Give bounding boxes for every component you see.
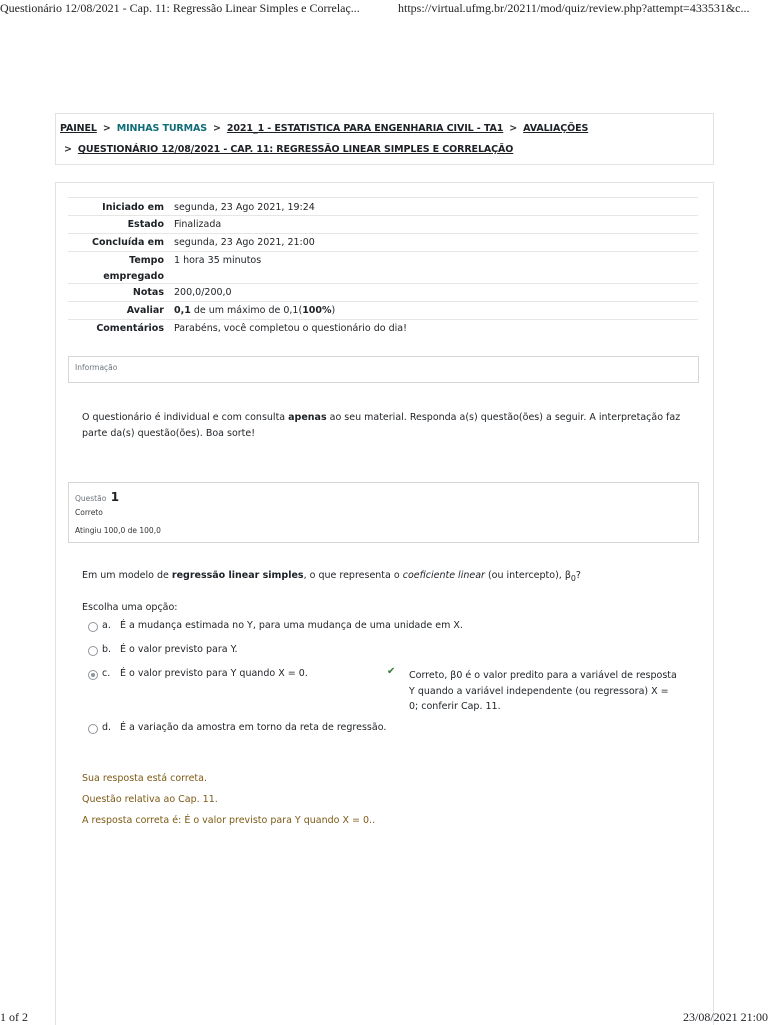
intro-text-part: O questionário é individual e com consulta (82, 412, 289, 423)
question-grade: Atingiu 100,0 de 100,0 (75, 526, 161, 535)
grade-percent: 100% (302, 305, 332, 316)
breadcrumb-separator: > (509, 123, 518, 134)
summary-label: Iniciado em (102, 202, 164, 213)
summary-label: Tempo empregado (103, 255, 164, 282)
intro-text-bold: apenas (288, 412, 327, 423)
information-label: Informação (75, 363, 118, 372)
summary-row-time-taken (68, 251, 698, 284)
summary-label: Comentários (96, 323, 164, 334)
summary-value: segunda, 23 Ago 2021, 19:24 (174, 202, 315, 213)
breadcrumb-separator: > (64, 144, 72, 155)
radio-button[interactable] (88, 646, 98, 656)
breadcrumb-separator: > (102, 123, 111, 134)
breadcrumb (55, 113, 714, 165)
question-text-part: (ou intercepto), β (484, 570, 571, 581)
breadcrumb-course-link[interactable]: 2021_1 - ESTATISTICA PARA ENGENHARIA CIVIL - TA1 (226, 123, 504, 134)
breadcrumb-minhas-turmas-link[interactable]: MINHAS TURMAS (116, 123, 207, 134)
question-text-subscript: 0 (570, 573, 576, 583)
print-datetime: 23/08/2021 21:00 (682, 1010, 768, 1024)
breadcrumb-quiz-link[interactable]: QUESTIONÁRIO 12/08/2021 - CAP. 11: REGRESSÃO LINEAR SIMPLES E CORRELAÇÃO (77, 144, 514, 155)
check-icon: ✔ (387, 666, 396, 677)
radio-button[interactable] (88, 724, 98, 734)
summary-label: Estado (127, 219, 164, 230)
option-text: É o valor previsto para Y. (120, 644, 238, 655)
question-label (75, 490, 119, 504)
question-text (82, 570, 581, 583)
outcome-right-answer: A resposta correta é: É o valor previsto para Y quando X = 0.. (82, 815, 376, 826)
option-letter: b. (102, 644, 112, 655)
breadcrumb-painel-link[interactable]: PAINEL (60, 123, 97, 134)
radio-button[interactable] (88, 622, 98, 632)
radio-button-selected[interactable] (88, 670, 98, 680)
option-text: É a mudança estimada no Y, para uma mudança de uma unidade em X. (120, 620, 463, 631)
print-page-title: Questionário 12/08/2021 - Cap. 11: Regressão Linear Simples e Correlaç... (0, 1, 360, 15)
grade-close: ) (331, 305, 336, 316)
print-page-url: https://virtual.ufmg.br/20211/mod/quiz/review.php?attempt=433531&c... (398, 1, 750, 15)
intro-text-part: ao seu material. Responda a(s) questão(ões) a seguir. A interpretação faz parte da(s) questão(ões). Boa sorte! (82, 412, 681, 439)
breadcrumb-separator: > (213, 123, 221, 134)
question-text-italic: coeficiente linear (402, 570, 485, 581)
choose-option-label: Escolha uma opção: (82, 602, 178, 613)
summary-value: 1 hora 35 minutos (174, 255, 262, 266)
question-state: Correto (75, 508, 103, 517)
summary-value: 200,0/200,0 (174, 287, 232, 298)
summary-value: segunda, 23 Ago 2021, 21:00 (174, 237, 315, 248)
outcome-general-feedback: Questão relativa ao Cap. 11. (82, 794, 218, 805)
question-label-text: Questão (75, 494, 107, 503)
summary-row-comments (68, 319, 698, 338)
breadcrumb-avaliacoes-link[interactable]: AVALIAÇÕES (523, 123, 589, 134)
question-number: 1 (110, 490, 120, 504)
question-info-box (68, 482, 699, 543)
summary-row-started (68, 197, 698, 216)
information-box (68, 356, 699, 383)
print-header (0, 0, 768, 18)
question-text-part: Em um modelo de (82, 570, 172, 581)
summary-row-grade (68, 301, 698, 320)
quiz-intro-text (82, 410, 692, 442)
option-letter: d. (102, 722, 112, 733)
feedback-text: Correto, β0 é o valor predito para a variável de resposta Y quando a variável independente (ou regressora) X = 0; conferir Cap. 11. (409, 670, 677, 712)
summary-value (174, 303, 335, 319)
grade-value: 0,1 (174, 305, 191, 316)
question-text-bold: regressão linear simples (171, 570, 304, 581)
option-text: É o valor previsto para Y quando X = 0. (120, 668, 308, 679)
summary-row-completed (68, 233, 698, 252)
option-text: É a variação da amostra em torno da reta de regressão. (120, 722, 387, 733)
option-letter: a. (102, 620, 111, 631)
summary-row-state (68, 215, 698, 234)
summary-value: Finalizada (174, 219, 222, 230)
summary-label: Concluída em (91, 237, 164, 248)
print-page-number: 1 of 2 (0, 1010, 28, 1024)
summary-row-marks (68, 283, 698, 302)
outcome-correct-message: Sua resposta está correta. (82, 773, 207, 784)
option-letter: c. (102, 668, 111, 679)
summary-label: Avaliar (126, 305, 164, 316)
question-text-part: ? (575, 570, 581, 581)
grade-max-text: de um máximo de 0,1( (190, 305, 303, 316)
question-text-part: , o que representa o (303, 570, 403, 581)
summary-value: Parabéns, você completou o questionário do dia! (174, 323, 407, 334)
summary-label: Notas (132, 287, 164, 298)
